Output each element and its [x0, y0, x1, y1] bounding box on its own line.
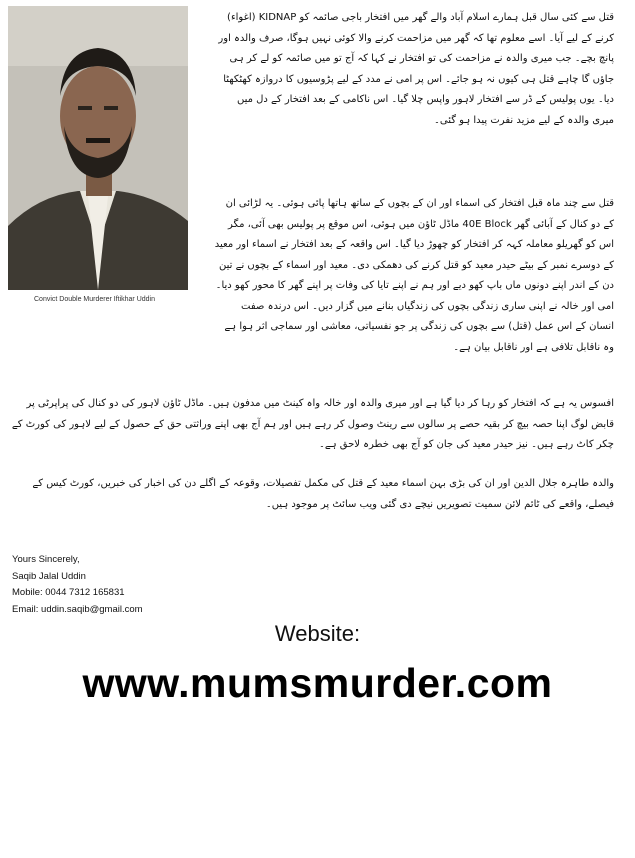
signature-email: Email: uddin.saqib@gmail.com	[12, 603, 143, 615]
paragraph-website-details: والدہ طاہرہ جلال الدین اور ان کی بڑی بہن اسماء معید کے قتل کی مکمل تفصیلات، وقوعہ کے اگلے دن کی اخبار کی خبریں، کورٹ کیس کے فیصلے، واقعے کی ٹائم لائن سمیت تصویریں نیچے دی گئی ویب سائٹ پر موجود ہیں۔	[32, 478, 614, 510]
signature-mobile: Mobile: 0044 7312 165831	[12, 587, 125, 598]
signature-closing: Yours Sincerely,	[12, 554, 80, 565]
photo-caption: Convict Double Murderer Iftikhar Uddin	[34, 296, 155, 303]
paragraph-fight-and-threat	[214, 194, 614, 353]
convict-photo	[8, 6, 188, 290]
website-label: Website:	[274, 621, 361, 646]
paragraph-fight-and-threat-text: قتل سے چند ماہ قبل افتخار کی اسماء اور ان کے بچوں کے ساتھ ہاتھا پائی ہوئی۔ یہ لڑائی ان کے دو کنال کے آبائی گھر 40E Block ماڈل ٹاؤن میں ہوئی، اس موقع پر پولیس بھی آئی، مگر اس کو گھریلو معاملہ کہہ کر افتخار کو چھوڑ دیا گیا۔ اس واقعہ کے بعد افتخار نے اسماء اور معید کے دوسرے نمبر کے بیٹے حیدر معید کو قتل کرنے کی دھمکی دی۔ معید اور اسماء کے بچوں نے تین دن کے اندر اپنے دونوں ماں باپ کھو دیے اور ہم نے اپنے تایا کی وفات پر اپنے گھر کا محور کھو دیا۔ امی اور خالہ نے اپنی ساری زندگی بچوں کی زندگیاں بنانے میں گزار دیں۔ اس درندہ صفت انسان کے اس عمل (قتل) سے بچوں کی زندگی پر جو نفسیاتی، معاشی اور سماجی اثر ہوا ہے وہ ناقابل تلافی ہے اور ناقابل بیان ہے۔	[214, 198, 614, 353]
paragraph-kidnap-attempt: قتل سے کئی سال قبل ہمارے اسلام آباد والے گھر میں افتخار باجی صائمہ کو KIDNAP (اغواء) کرنے کے لیے آیا۔ اسے معلوم تھا کہ گھر میں مزاحمت کرنے والا کوئی نہیں ہوگا، صرف والدہ اور پانچ بچے۔ جب میری والدہ نے مزاحمت کی تو افتخار نے کہا کہ آج تو میں صائمہ کو لے کر ہی جاؤں گا چاہے قتل ہی کیوں نہ ہو جائے۔ اس پر امی نے مدد کے لیے پڑوسیوں کا دروازہ کھٹکھٹا دیا۔ یوں پولیس کے ڈر سے افتخار لاہور واپس چلا گیا۔ اس ناکامی کے بعد افتخار کے دل میں میری والدہ کے لیے مزید نفرت پیدا ہو گئی۔	[218, 12, 614, 126]
website-url[interactable]: www.mumsmurder.com	[82, 660, 553, 706]
signature-block	[12, 552, 143, 618]
signature-name: Saqib Jalal Uddin	[12, 570, 86, 582]
paragraph-release-and-property: افسوس یہ ہے کہ افتخار کو رہا کر دیا گیا ہے اور میری والدہ اور خالہ واہ کینٹ میں مدفون ہیں۔ ماڈل ٹاؤن لاہور کی دو کنال کی پراپرٹی پر قابض لوگ اپنا حصہ بیچ کر بقیہ حصے پر سالوں سے رینٹ وصول کر رہے ہیں اور ہم آج بھی اپنے وراثتی حق کے حصول کے لیے لاہور کی کورٹ کے چکر کاٹ رہے ہیں۔ نیز حیدر معید کی جان کو آج بھی خطرہ لاحق ہے۔	[11, 398, 614, 450]
